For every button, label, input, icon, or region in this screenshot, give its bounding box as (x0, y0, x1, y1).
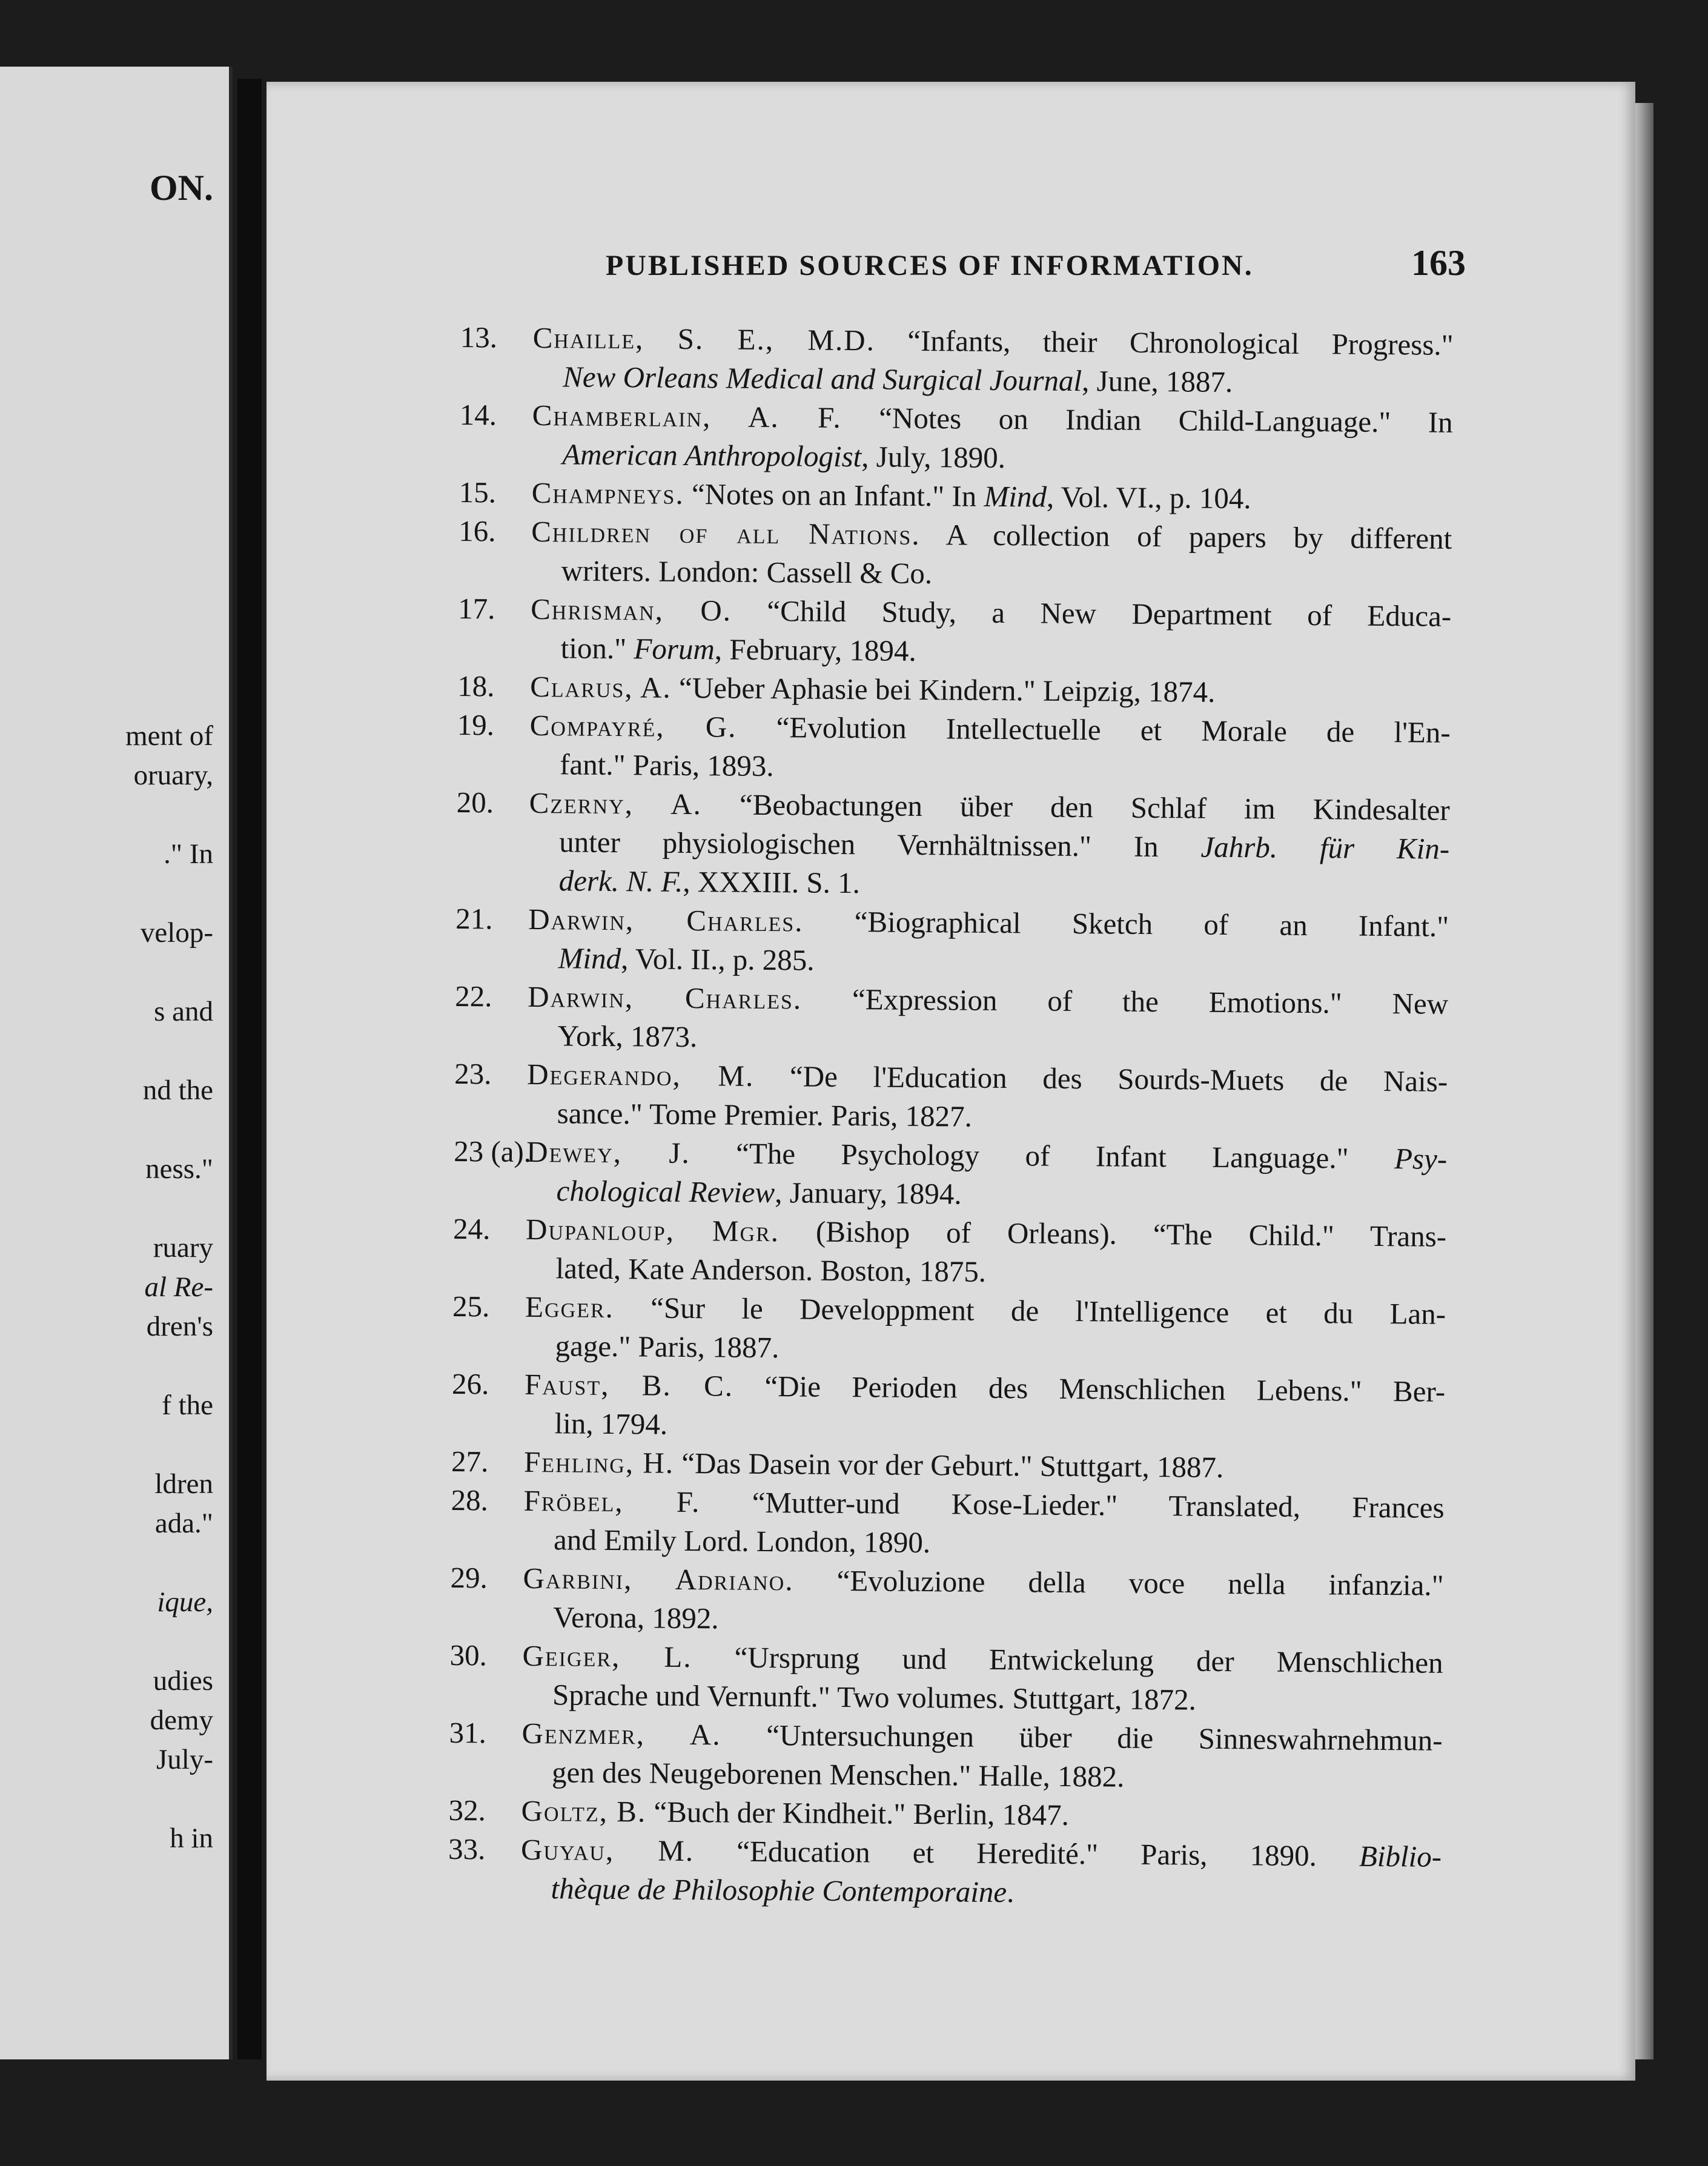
page-edge (1635, 103, 1653, 2059)
entry-line (526, 1094, 1447, 1140)
entry-line (531, 551, 1451, 597)
entry-line (529, 745, 1450, 791)
bibliography-entry (448, 1830, 1442, 1915)
entry-author: Darwin, Charles. (527, 979, 803, 1016)
entry-italic-text: thèque de Philosophie Contemporaine (551, 1872, 1007, 1909)
entry-line (524, 1404, 1445, 1450)
entry-text: gen des Neugeborenen Menschen." Halle, 1882. (551, 1755, 1125, 1793)
entry-text: , February, 1894. (714, 632, 917, 667)
entry-text: “De l'Education des Sourds-Muets de Nais- (754, 1059, 1448, 1098)
entry-author: Guyau, M. (520, 1832, 695, 1868)
entry-number: 31. (449, 1715, 487, 1750)
entry-line (527, 1016, 1448, 1062)
page-number: 163 (1411, 243, 1466, 283)
entry-number: 23 (a). (453, 1134, 532, 1168)
entry-number: 33. (448, 1832, 486, 1866)
entry-line (521, 1714, 1442, 1760)
entry-line (522, 1637, 1443, 1683)
entry-author: Faust, B. C. (524, 1367, 734, 1403)
entry-number: 30. (449, 1638, 488, 1672)
entry-line (532, 319, 1453, 365)
entry-number: 19. (457, 707, 495, 742)
entry-line (521, 1753, 1442, 1799)
entry-number: 16. (458, 514, 496, 548)
entry-italic-text: Psy- (1394, 1142, 1448, 1176)
entry-text: “Ueber Aphasie bei Kindern." Leipzig, 1874. (671, 671, 1216, 709)
entry-line (521, 1830, 1442, 1876)
bibliography-entry (453, 1132, 1447, 1217)
entry-line (532, 357, 1453, 403)
entry-text: , XXXIII. S. 1. (683, 864, 861, 900)
entry-author: Geiger, L. (522, 1638, 692, 1674)
entry-author: Genzmer, A. (521, 1716, 721, 1752)
entry-line (525, 1365, 1445, 1411)
bibliography-entry (457, 706, 1451, 791)
entry-italic-text: Forum (634, 632, 715, 666)
entry-line (528, 939, 1448, 985)
left-page-fragment: oruary, (133, 760, 213, 791)
entry-author: Chaille, S. E., M.D. (532, 320, 876, 357)
entry-line (526, 1210, 1446, 1256)
entry-line (531, 590, 1451, 636)
entry-text: tion." (560, 631, 634, 666)
entry-line (521, 1792, 1442, 1838)
bibliography-entry (457, 589, 1451, 675)
entry-line (528, 861, 1449, 907)
entry-italic-text: Jahrb. für Kin- (1200, 830, 1450, 866)
bibliography-entry (454, 977, 1448, 1062)
entry-text: lin, 1794. (554, 1406, 668, 1441)
bibliography-entry (459, 396, 1453, 481)
entry-text: “Evoluzione della voce nella infanzia." (793, 1563, 1444, 1602)
left-page-fragment: ldren (154, 1468, 213, 1500)
entry-italic-text: Biblio- (1359, 1839, 1442, 1873)
entry-text: unter physiologischen Vernhältnissen." In (558, 825, 1201, 864)
entry-number: 22. (454, 979, 492, 1013)
entry-number: 25. (452, 1289, 490, 1323)
left-page-fragment: ique, (157, 1586, 213, 1618)
left-page-fragment: ." In (164, 838, 213, 870)
entry-text: fant." Paris, 1893. (560, 747, 774, 783)
entry-author: Children of all Nations. (531, 514, 921, 551)
entry-line (531, 474, 1452, 520)
left-page-fragment: July- (156, 1744, 213, 1775)
entry-line (526, 1133, 1447, 1179)
bibliography-entry (455, 899, 1449, 985)
entry-number: 21. (455, 901, 493, 936)
bibliography-entry (449, 1714, 1443, 1799)
entry-number: 14. (459, 397, 497, 432)
entry-author: Czerny, A. (529, 786, 703, 821)
bibliography-entry (458, 512, 1452, 597)
entry-text: “Evolution Intellectuelle et Morale de l'En- (736, 710, 1451, 749)
entry-italic-text: derk. N. F. (558, 864, 683, 898)
entry-author: Clarus, A. (530, 669, 672, 704)
entry-author: Champneys. (531, 475, 684, 511)
entry-number: 20. (456, 785, 494, 820)
entry-text: “Beobactungen über den Schlaf im Kindesalter (701, 787, 1450, 827)
entry-line (523, 1598, 1443, 1644)
entry-author: Goltz, B. (521, 1793, 647, 1829)
entry-line (530, 629, 1451, 675)
entry-text: “Notes on an Infant." In (684, 477, 984, 513)
entry-number: 29. (450, 1560, 488, 1595)
entry-number: 32. (448, 1793, 486, 1827)
entry-italic-text: American Anthropologist (562, 437, 862, 474)
entry-author: Chrisman, O. (531, 592, 732, 628)
entry-text: “Das Dasein vor der Geburt." Stuttgart, 1887. (674, 1446, 1224, 1484)
bibliography-entry (460, 318, 1454, 403)
entry-author: Egger. (525, 1290, 615, 1325)
entry-number: 18. (457, 669, 495, 703)
bibliography-entry (452, 1287, 1446, 1373)
entry-text: . (1006, 1875, 1015, 1909)
left-page-fragment: ON. (150, 168, 213, 208)
left-page-fragment: f the (162, 1389, 213, 1421)
left-page-fragment: h in (170, 1823, 213, 1854)
bibliography-entry (449, 1636, 1443, 1721)
left-page-fragment: nd the (142, 1075, 213, 1106)
left-page-fragment: udies (153, 1665, 213, 1697)
entry-text: , Vol. II., p. 285. (620, 942, 815, 977)
entry-author: Fröbel, F. (523, 1483, 701, 1519)
entry-author: Dupanloup, Mgr. (525, 1212, 780, 1248)
entry-line (523, 1520, 1444, 1566)
entry-text: Verona, 1892. (552, 1600, 719, 1635)
left-page (0, 67, 233, 2059)
entry-line (523, 1482, 1444, 1528)
entry-line (520, 1869, 1441, 1915)
entry-text: “Infants, their Chronological Progress." (875, 323, 1454, 362)
left-page-fragment: al Re- (144, 1271, 213, 1303)
entry-line (530, 667, 1451, 714)
entry-author: Compayré, G. (529, 708, 737, 744)
bibliography-entry (451, 1365, 1445, 1450)
entry-number: 28. (451, 1483, 489, 1517)
entry-text: “Biographical Sketch of an Infant." (803, 904, 1449, 943)
left-page-fragment: ruary (153, 1232, 213, 1264)
bibliography-entry (450, 1558, 1444, 1644)
entry-text: “Die Perioden des Menschlichen Lebens." Ber- (733, 1369, 1446, 1408)
entry-text: “Ursprung und Entwickelung der Menschlichen (692, 1640, 1443, 1680)
entry-line (529, 784, 1449, 830)
entry-text: “Notes on Indian Child-Language." In (841, 400, 1453, 439)
bibliography-entry (454, 1055, 1448, 1140)
entry-text: “The Psychology of Infant Language." (690, 1136, 1395, 1176)
entry-author: Dewey, J. (526, 1134, 690, 1170)
entry-line (523, 1559, 1443, 1605)
entry-line (525, 1326, 1445, 1373)
entry-text: , Vol. VI., p. 104. (1046, 480, 1251, 515)
entry-text: “Sur le Developpment de l'Intelligence et du Lan- (614, 1291, 1446, 1331)
bibliography-entry (451, 1481, 1445, 1566)
entry-italic-text: Mind (984, 479, 1047, 514)
entry-text: sance." Tome Premier. Paris, 1827. (557, 1096, 973, 1133)
left-page-fragment: demy (150, 1704, 213, 1736)
entry-text: “Education et Heredité." Paris, 1890. (693, 1834, 1360, 1873)
entry-number: 26. (451, 1366, 489, 1401)
entry-line (522, 1675, 1443, 1721)
entry-text: writers. London: Cassell & Co. (561, 554, 933, 591)
left-page-fragment: ness." (145, 1153, 213, 1185)
entry-text: gage." Paris, 1887. (555, 1329, 780, 1365)
entry-text: and Emily Lord. London, 1890. (553, 1523, 931, 1560)
entry-text: (Bishop of Orleans). “The Child." Trans- (779, 1214, 1447, 1253)
left-page-fragment: velop- (140, 917, 213, 949)
entry-text: “Mutter-und Kose-Lieder." Translated, Frances (700, 1485, 1445, 1525)
entry-text: , July, 1890. (861, 440, 1006, 475)
entry-line (532, 435, 1452, 481)
entry-author: Darwin, Charles. (528, 902, 804, 938)
entry-line (529, 706, 1450, 752)
entry-number: 13. (460, 320, 498, 354)
entry-number: 23. (454, 1056, 492, 1091)
entry-line (525, 1249, 1446, 1295)
entry-text: “Child Study, a New Department of Educa- (731, 594, 1452, 633)
entry-text: “Expression of the Emotions." New (801, 982, 1449, 1021)
entry-author: Fehling, H. (523, 1445, 675, 1480)
entry-line (528, 978, 1448, 1024)
entry-text: , January, 1894. (775, 1176, 962, 1211)
left-page-fragment: ment of (125, 720, 213, 752)
entry-number: 27. (451, 1444, 489, 1479)
entry-author: Chamberlain, A. F. (532, 398, 842, 434)
entry-text: York, 1873. (557, 1019, 698, 1054)
entry-text: lated, Kate Anderson. Boston, 1875. (555, 1251, 987, 1288)
entry-text: A collection of papers by different (920, 517, 1452, 555)
left-page-fragment: dren's (146, 1311, 213, 1342)
bibliography-list (448, 318, 1454, 1961)
running-head (606, 242, 1466, 284)
left-page-fragment: ada." (154, 1508, 213, 1539)
bibliography-entry (452, 1210, 1446, 1295)
entry-line (531, 512, 1452, 558)
entry-italic-text: New Orleans Medical and Surgical Journal (563, 360, 1082, 398)
entry-author: Degerando, M. (526, 1057, 755, 1093)
entry-line (529, 823, 1449, 869)
entry-line (527, 1055, 1448, 1101)
entry-italic-text: Mind (558, 941, 621, 976)
entry-author: Garbini, Adriano. (523, 1561, 794, 1597)
entry-text: Sprache und Vernunft." Two volumes. Stuttgart, 1872. (552, 1678, 1197, 1717)
entry-line (525, 1288, 1446, 1334)
entry-number: 15. (458, 475, 497, 509)
entry-number: 17. (458, 591, 495, 626)
entry-line (526, 1171, 1446, 1217)
left-page-fragment: s and (154, 996, 213, 1027)
entry-line (524, 1443, 1445, 1489)
entry-text: , June, 1887. (1081, 364, 1233, 399)
running-title: PUBLISHED SOURCES OF INFORMATION. (606, 250, 1254, 282)
entry-italic-text: chological Review (556, 1174, 775, 1210)
entry-number: 24. (452, 1211, 491, 1246)
book-gutter (237, 79, 262, 2059)
entry-text: “Untersuchungen über die Sinneswahrnehmun- (721, 1718, 1443, 1757)
bibliography-entry (455, 783, 1449, 907)
entry-line (532, 396, 1452, 442)
entry-line (528, 900, 1449, 946)
entry-text: “Buch der Kindheit." Berlin, 1847. (646, 1795, 1070, 1832)
